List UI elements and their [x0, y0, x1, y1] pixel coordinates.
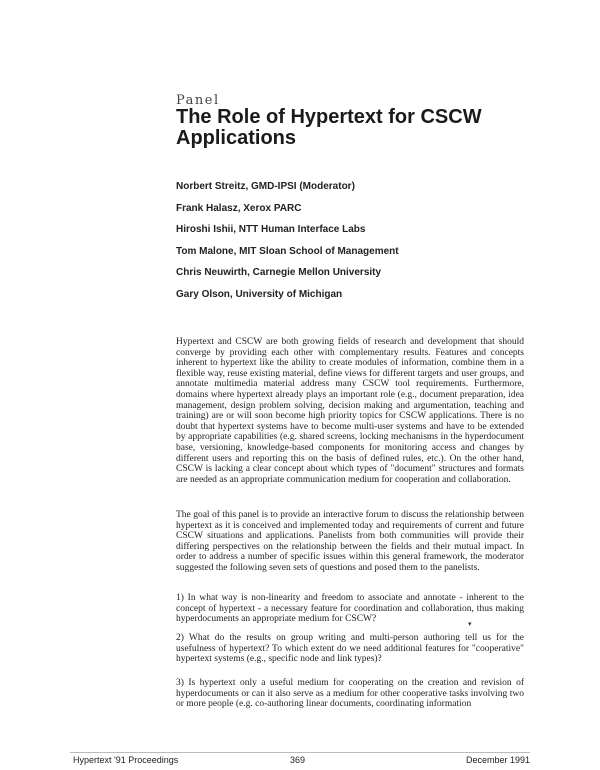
- intro-paragraph: Hypertext and CSCW are both growing fields of research and development that should converge by providing each other with complementary results. Features and concepts inherent to hypertext like the ability to create modules of information, combine them in a flexible way, reuse existing material, define views for different targets and user groups, and annotate multimedia material address many CSCW tool requirements. Furthermore, domains where hypertext already plays an important role (e.g., document preparation, idea management, design problem solving, decision making and argumentation, teaching and training) are or will soon become high priority topics for CSCW applications. There is no doubt that hypertext systems have to become multi-user systems and have to be extended by appropriate capabilities (e.g. shared screens, locking mechanisms in the hyperdocument base, versioning, knowledge-based components for monitoring access and changes by different users and reporting this on the basis of defined rules, etc.). On the other hand, CSCW is lacking a clear concept about which types of "document" structures and formats are needed as an appropriate communication medium for cooperation and collaboration.: [176, 337, 524, 485]
- panel-label: Panel: [176, 93, 220, 108]
- footer-proceedings: Hypertext '91 Proceedings: [73, 755, 179, 765]
- stray-mark: ▾: [468, 620, 472, 628]
- author-item: Frank Halasz, Xerox PARC: [176, 202, 302, 214]
- goal-paragraph: The goal of this panel is to provide an interactive forum to discuss the relationship between hypertext as it is conceived and implemented today and requirements of current and future CSCW situations and applications. Panelists from both communities will provide their differing perspectives on the relationship between the fields and their mutual impact. In order to address a number of specific issues within this general framework, the moderator suggested the following seven sets of questions and posed them to the panelists.: [176, 510, 524, 573]
- footer-date: December 1991: [466, 755, 531, 765]
- question-2: 2) What do the results on group writing and multi-person authoring tell us for the usefulness of hypertext? To which extent do we need additional features for "cooperative" hypertext systems (e.g., specific node and link types)?: [176, 633, 524, 665]
- author-item: Gary Olson, University of Michigan: [176, 288, 343, 300]
- author-item: Hiroshi Ishii, NTT Human Interface Labs: [176, 224, 366, 235]
- question-1: 1) In what way is non-linearity and freedom to associate and annotate - inherent to the concept of hypertext - a necessary feature for coordination and collaboration, thus making hyperdocuments an appropriate medium for CSCW?: [176, 593, 524, 625]
- author-item: Norbert Streitz, GMD-IPSI (Moderator): [176, 181, 355, 192]
- page-number: 369: [290, 755, 306, 765]
- author-item: Tom Malone, MIT Sloan School of Management: [176, 245, 399, 257]
- footer-divider: [70, 752, 530, 753]
- paper-title: The Role of Hypertext for CSCW Applications: [176, 106, 482, 149]
- author-item: Chris Neuwirth, Carnegie Mellon University: [176, 267, 382, 278]
- question-3: 3) Is hypertext only a useful medium for cooperating on the creation and revision of hyperdocuments or can it also serve as a medium for other cooperative tasks involving two or more people (e.g. co-authoring linear documents, coordinating information: [176, 678, 524, 710]
- author-list: [176, 181, 399, 310]
